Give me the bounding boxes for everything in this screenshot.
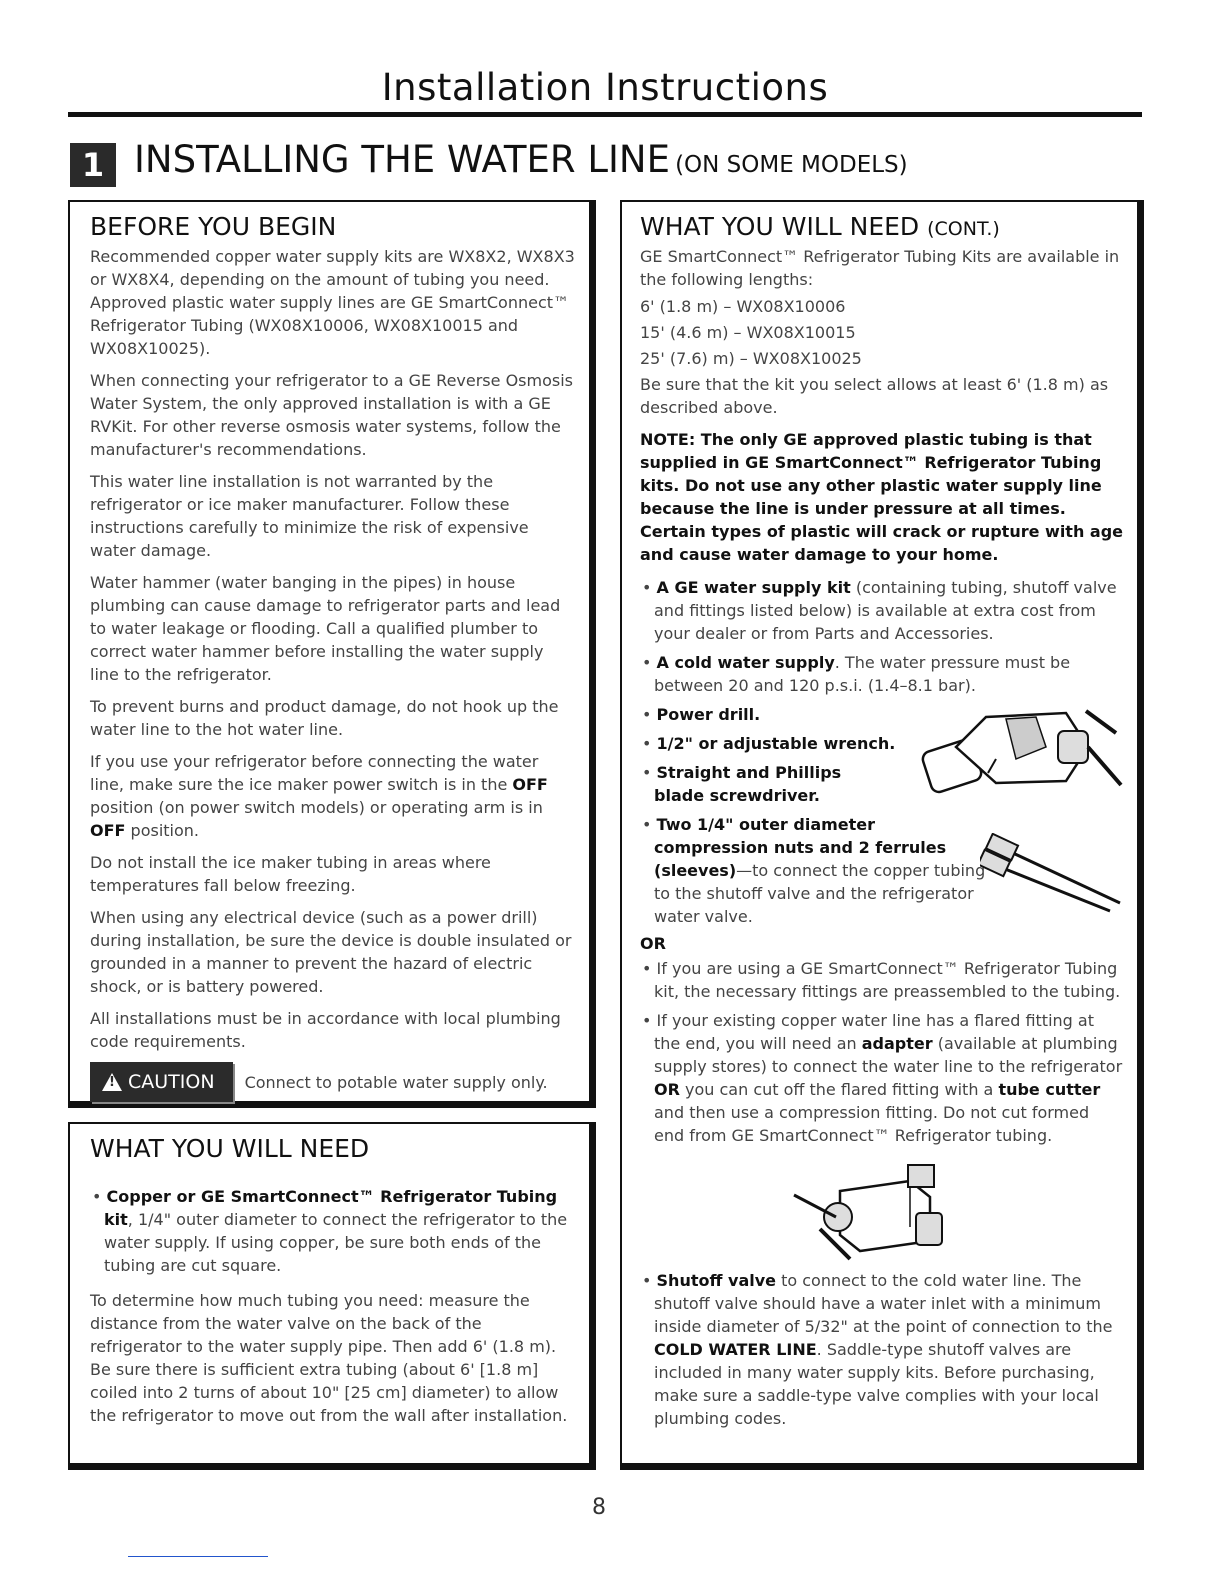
- power-drill-icon: [916, 689, 1126, 809]
- bullet-water-supply-kit: • A GE water supply kit (containing tubing, shutoff valve and fittings listed below) is available at extra cost from your dealer or from Parts and Accessories.: [642, 578, 1117, 643]
- section-title-main: INSTALLING THE WATER LINE: [134, 138, 670, 181]
- caution-badge: [90, 1062, 233, 1102]
- footer-link-line: [128, 1556, 268, 1557]
- before-paragraph-off: If you use your refrigerator before connecting the water line, make sure the ice maker power switch is in the OFF position (on power switch models) or operating arm is in OFF position.: [90, 752, 548, 840]
- caution-text: Connect to potable water supply only.: [244, 1072, 548, 1092]
- before-you-begin-box: [68, 200, 596, 1108]
- bullet-compression-nuts: • Two 1/4" outer diameter compression nuts and 2 ferrules (sleeves)—to connect the copper tubing to the shutoff valve and the refrigerator water valve.: [642, 815, 986, 926]
- page-number: 8: [592, 1495, 606, 1520]
- before-paragraph: Do not install the ice maker tubing in areas where temperatures fall below freezing.: [90, 853, 491, 895]
- header-rule: [68, 112, 1142, 117]
- compression-fitting-icon: [980, 833, 1130, 913]
- before-paragraph: Water hammer (water banging in the pipes) in house plumbing can cause damage to refrigerator parts and lead to water leakage or flooding. Call a qualified plumber to correct water hammer before installing the water supply line to the refrigerator.: [90, 573, 561, 684]
- bullet-flared-fitting: • If your existing copper water line has a flared fitting at the end, you will need an adapter (available at plumbing supply stores) to connect the water line to the refrigerator OR you can cut off the flared fitting with a tube cutter and then use a compression fitting. Do not cut formed end from GE SmartConnect™ Refrigerator tubing.: [642, 1011, 1123, 1145]
- before-heading: BEFORE YOU BEGIN: [90, 212, 337, 241]
- length-item: 25' (7.6) m) – WX08X10025: [640, 349, 862, 368]
- what-you-will-need-cont-box: [620, 200, 1144, 1470]
- warning-triangle-icon: [102, 1073, 122, 1091]
- cont-paragraph: Be sure that the kit you select allows at least 6' (1.8 m) as described above.: [640, 375, 1109, 417]
- compression-group: [640, 813, 1123, 928]
- shutoff-valve-icon: [790, 1161, 970, 1261]
- section-title-sub: (ON SOME MODELS): [675, 152, 908, 178]
- bullet-smartconnect-fittings: • If you are using a GE SmartConnect™ Refrigerator Tubing kit, the necessary fittings are preassembled to the tubing.: [642, 959, 1121, 1001]
- page-header: Installation Instructions: [381, 66, 829, 109]
- length-item: 6' (1.8 m) – WX08X10006: [640, 297, 846, 316]
- before-paragraph: When using any electrical device (such as a power drill) during installation, be sure the device is double insulated or grounded in a manner to prevent the hazard of electric shock, or is battery powered.: [90, 908, 572, 996]
- plastic-tubing-note: NOTE: The only GE approved plastic tubing is that supplied in GE SmartConnect™ Refrigerator Tubing kits. Do not use any other plastic water supply line because the line is under pressure at all times. Certain types of plastic will crack or rupture with age and cause water damage to your home.: [640, 430, 1124, 564]
- bullet-cold-water-supply: • A cold water supply. The water pressure must be between 20 and 120 p.s.i. (1.4–8.1 bar).: [642, 653, 1071, 695]
- bullet-shutoff-valve: • Shutoff valve to connect to the cold water line. The shutoff valve should have a water inlet with a minimum inside diameter of 5/32" at the point of connection to the COLD WATER LINE. Saddle-type shutoff valves are included in many water supply kits. Before purchasing, make sure a saddle-type valve complies with your local plumbing codes.: [642, 1271, 1113, 1428]
- before-paragraph: When connecting your refrigerator to a GE Reverse Osmosis Water System, the only approved installation is with a GE RVKit. For other reverse osmosis water systems, follow the manufacturer's recommendations.: [90, 371, 573, 459]
- before-paragraph: All installations must be in accordance with local plumbing code requirements.: [90, 1009, 561, 1051]
- need-paragraph: To determine how much tubing you need: measure the distance from the water valve on the back of the refrigerator to the water supply pipe. Then add 6' (1.8 m). Be sure there is sufficient extra tubing (about 6' [1.8 m] coiled into 2 turns of about 10" [25 cm] diameter) to allow the refrigerator to move out from the wall after installation.: [90, 1291, 568, 1425]
- before-paragraph: Recommended copper water supply kits are WX8X2, WX8X3 or WX8X4, depending on the amount of tubing you need. Approved plastic water supply lines are GE SmartConnect™ Refrigerator Tubing (WX08X10006, WX08X10015 and WX08X10025).: [90, 247, 575, 358]
- cont-heading: WHAT YOU WILL NEED (CONT.): [640, 212, 1000, 241]
- before-paragraph: To prevent burns and product damage, do not hook up the water line to the hot water line.: [90, 697, 559, 739]
- what-you-will-need-box: [68, 1122, 596, 1470]
- need-bullet-tubing: • Copper or GE SmartConnect™ Refrigerator Tubing kit, 1/4" outer diameter to connect the refrigerator to the water supply. If using copper, be sure both ends of the tubing are cut square.: [92, 1187, 568, 1275]
- bullet-wrench: • 1/2" or adjustable wrench.: [642, 734, 896, 753]
- need-heading: WHAT YOU WILL NEED: [90, 1134, 370, 1163]
- or-divider: OR: [640, 934, 666, 953]
- length-item: 15' (4.6 m) – WX08X10015: [640, 323, 856, 342]
- section-title: [134, 138, 908, 181]
- section-number-badge: 1: [70, 143, 116, 187]
- bullet-power-drill: • Power drill.: [642, 705, 761, 724]
- caution-row: [90, 1062, 575, 1102]
- caution-label: CAUTION: [128, 1071, 215, 1093]
- before-paragraph: This water line installation is not warranted by the refrigerator or ice maker manufacturer. Follow these instructions carefully to minimize the risk of expensive water damage.: [90, 472, 529, 560]
- cont-paragraph: GE SmartConnect™ Refrigerator Tubing Kits are available in the following lengths:: [640, 247, 1120, 289]
- bullet-screwdriver: • Straight and Phillips blade screwdriver.: [642, 763, 842, 805]
- tools-group: [640, 703, 1123, 807]
